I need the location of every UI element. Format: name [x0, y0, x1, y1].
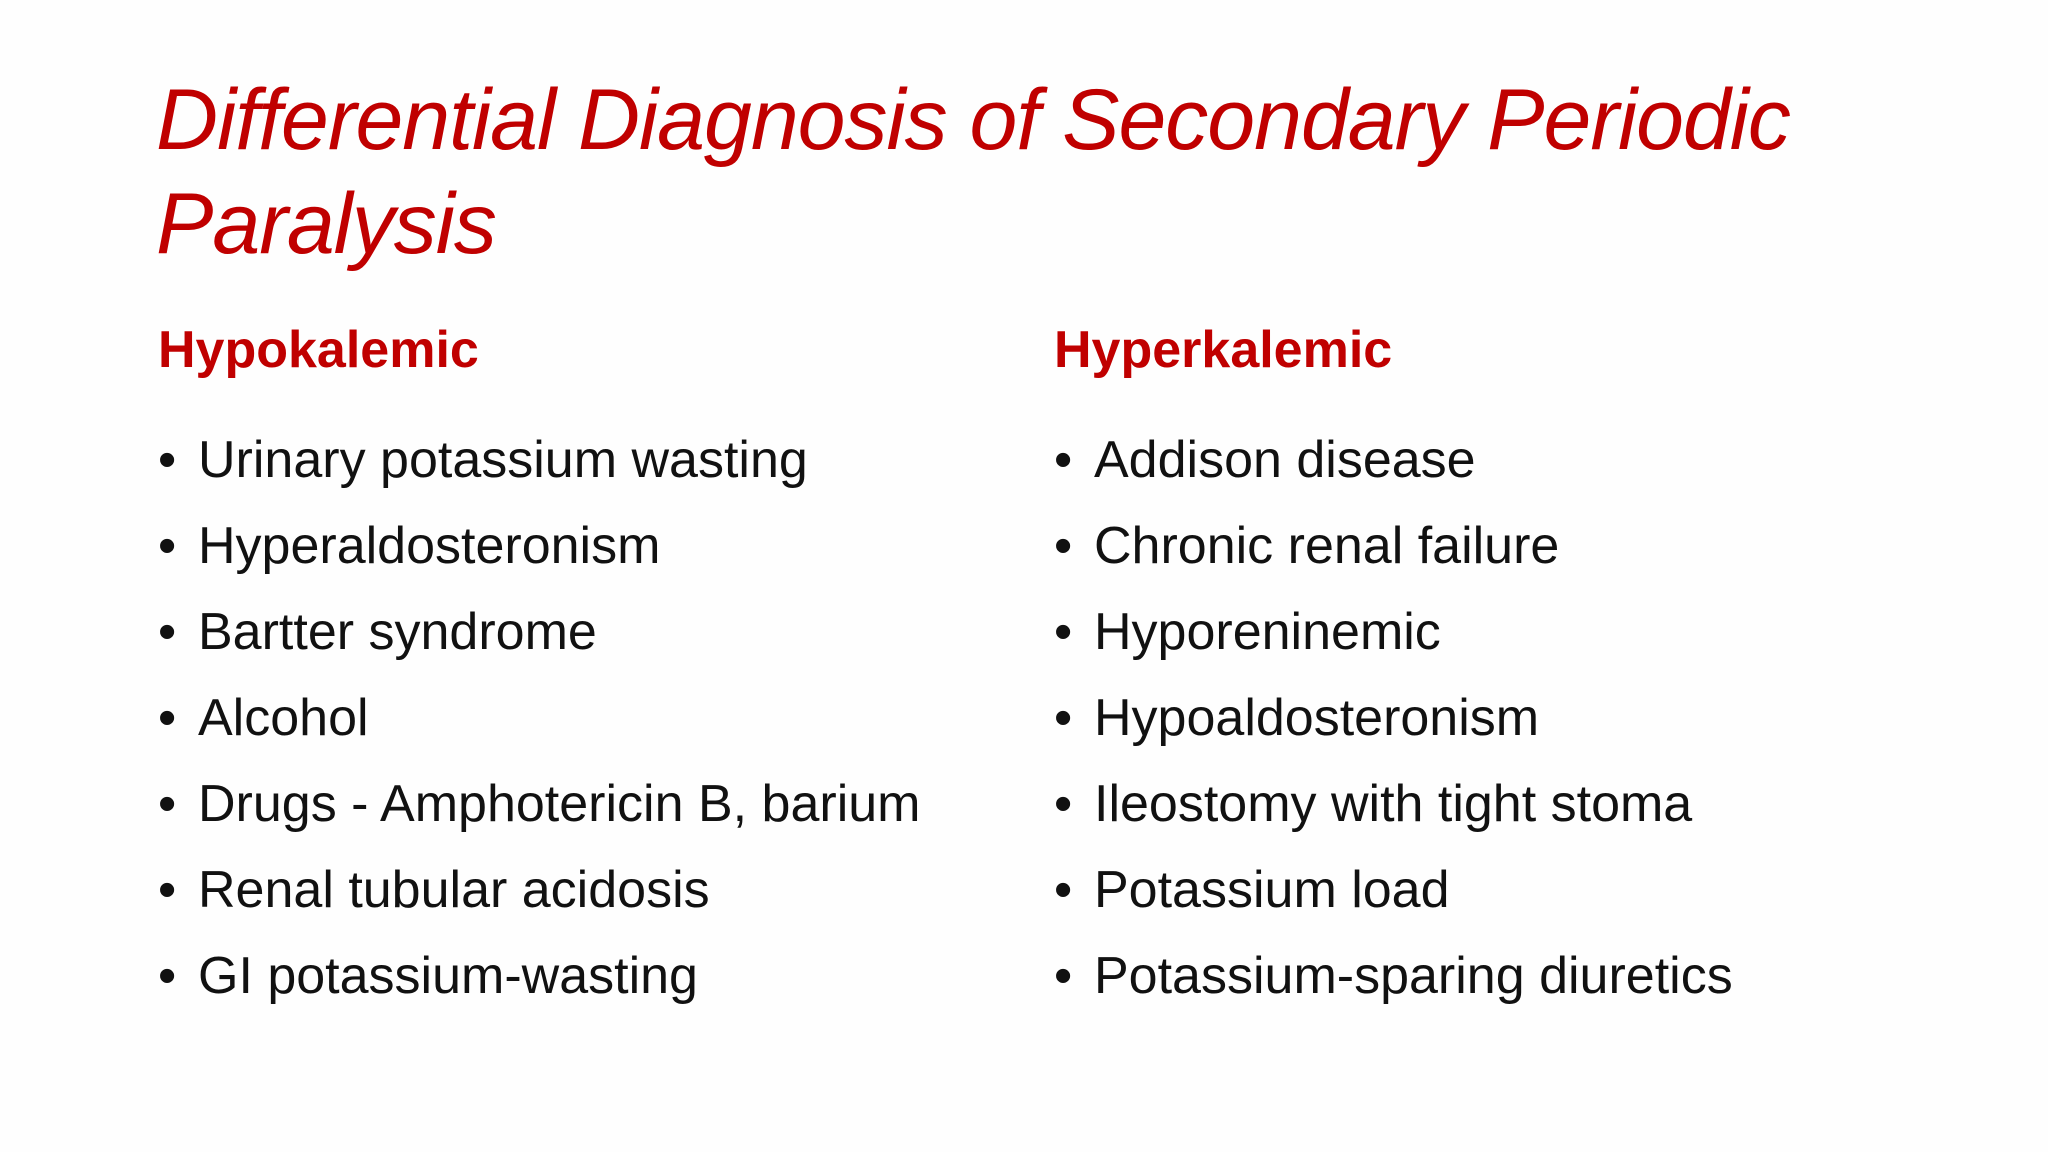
list-item-text: Bartter syndrome — [198, 603, 597, 661]
list-item — [1054, 768, 1934, 854]
list-item-text: Hyporeninemic — [1094, 603, 1441, 661]
bullet-icon: • — [1054, 861, 1073, 919]
bullet-icon: • — [158, 431, 177, 489]
bullet-icon: • — [158, 775, 177, 833]
list-item — [1054, 682, 1934, 768]
list-item — [1054, 424, 1934, 510]
slide-title-line-2: Paralysis — [156, 176, 496, 272]
bullet-icon: • — [1054, 603, 1073, 661]
list-item-text: Chronic renal failure — [1094, 517, 1560, 575]
list-item-text: Hyperaldosteronism — [198, 517, 661, 575]
bullet-icon: • — [1054, 947, 1073, 1005]
list-item — [158, 510, 1038, 596]
list-item-text: Potassium-sparing diuretics — [1094, 947, 1733, 1005]
list-item — [1054, 854, 1934, 940]
slide-title-line-1: Differential Diagnosis of Secondary Periodic — [156, 72, 1790, 168]
list-item-text: Drugs - Amphotericin B, barium — [198, 775, 921, 833]
bullet-icon: • — [158, 861, 177, 919]
bullet-icon: • — [1054, 775, 1073, 833]
list-item — [1054, 510, 1934, 596]
slide-title — [156, 68, 1956, 276]
list-item — [1054, 596, 1934, 682]
bullet-icon: • — [158, 689, 177, 747]
list-item — [158, 682, 1038, 768]
list-item-text: Potassium load — [1094, 861, 1450, 919]
list-item-text: Urinary potassium wasting — [198, 431, 808, 489]
hyperkalemic-heading: Hyperkalemic — [1054, 321, 1393, 379]
hypokalemic-list — [158, 424, 1038, 1026]
bullet-icon: • — [1054, 689, 1073, 747]
list-item-text: Ileostomy with tight stoma — [1094, 775, 1693, 833]
list-item — [1054, 940, 1934, 1026]
list-item-text: Alcohol — [198, 689, 369, 747]
list-item — [158, 854, 1038, 940]
list-item — [158, 596, 1038, 682]
bullet-icon: • — [158, 517, 177, 575]
list-item-text: Hypoaldosteronism — [1094, 689, 1540, 747]
list-item — [158, 940, 1038, 1026]
list-item-text: Renal tubular acidosis — [198, 861, 710, 919]
list-item — [158, 424, 1038, 510]
hyperkalemic-list — [1054, 424, 1934, 1026]
list-item — [158, 768, 1038, 854]
bullet-icon: • — [158, 603, 177, 661]
bullet-icon: • — [158, 947, 177, 1005]
list-item-text: Addison disease — [1094, 431, 1476, 489]
bullet-icon: • — [1054, 517, 1073, 575]
list-item-text: GI potassium-wasting — [198, 947, 698, 1005]
hypokalemic-heading: Hypokalemic — [158, 321, 479, 379]
bullet-icon: • — [1054, 431, 1073, 489]
